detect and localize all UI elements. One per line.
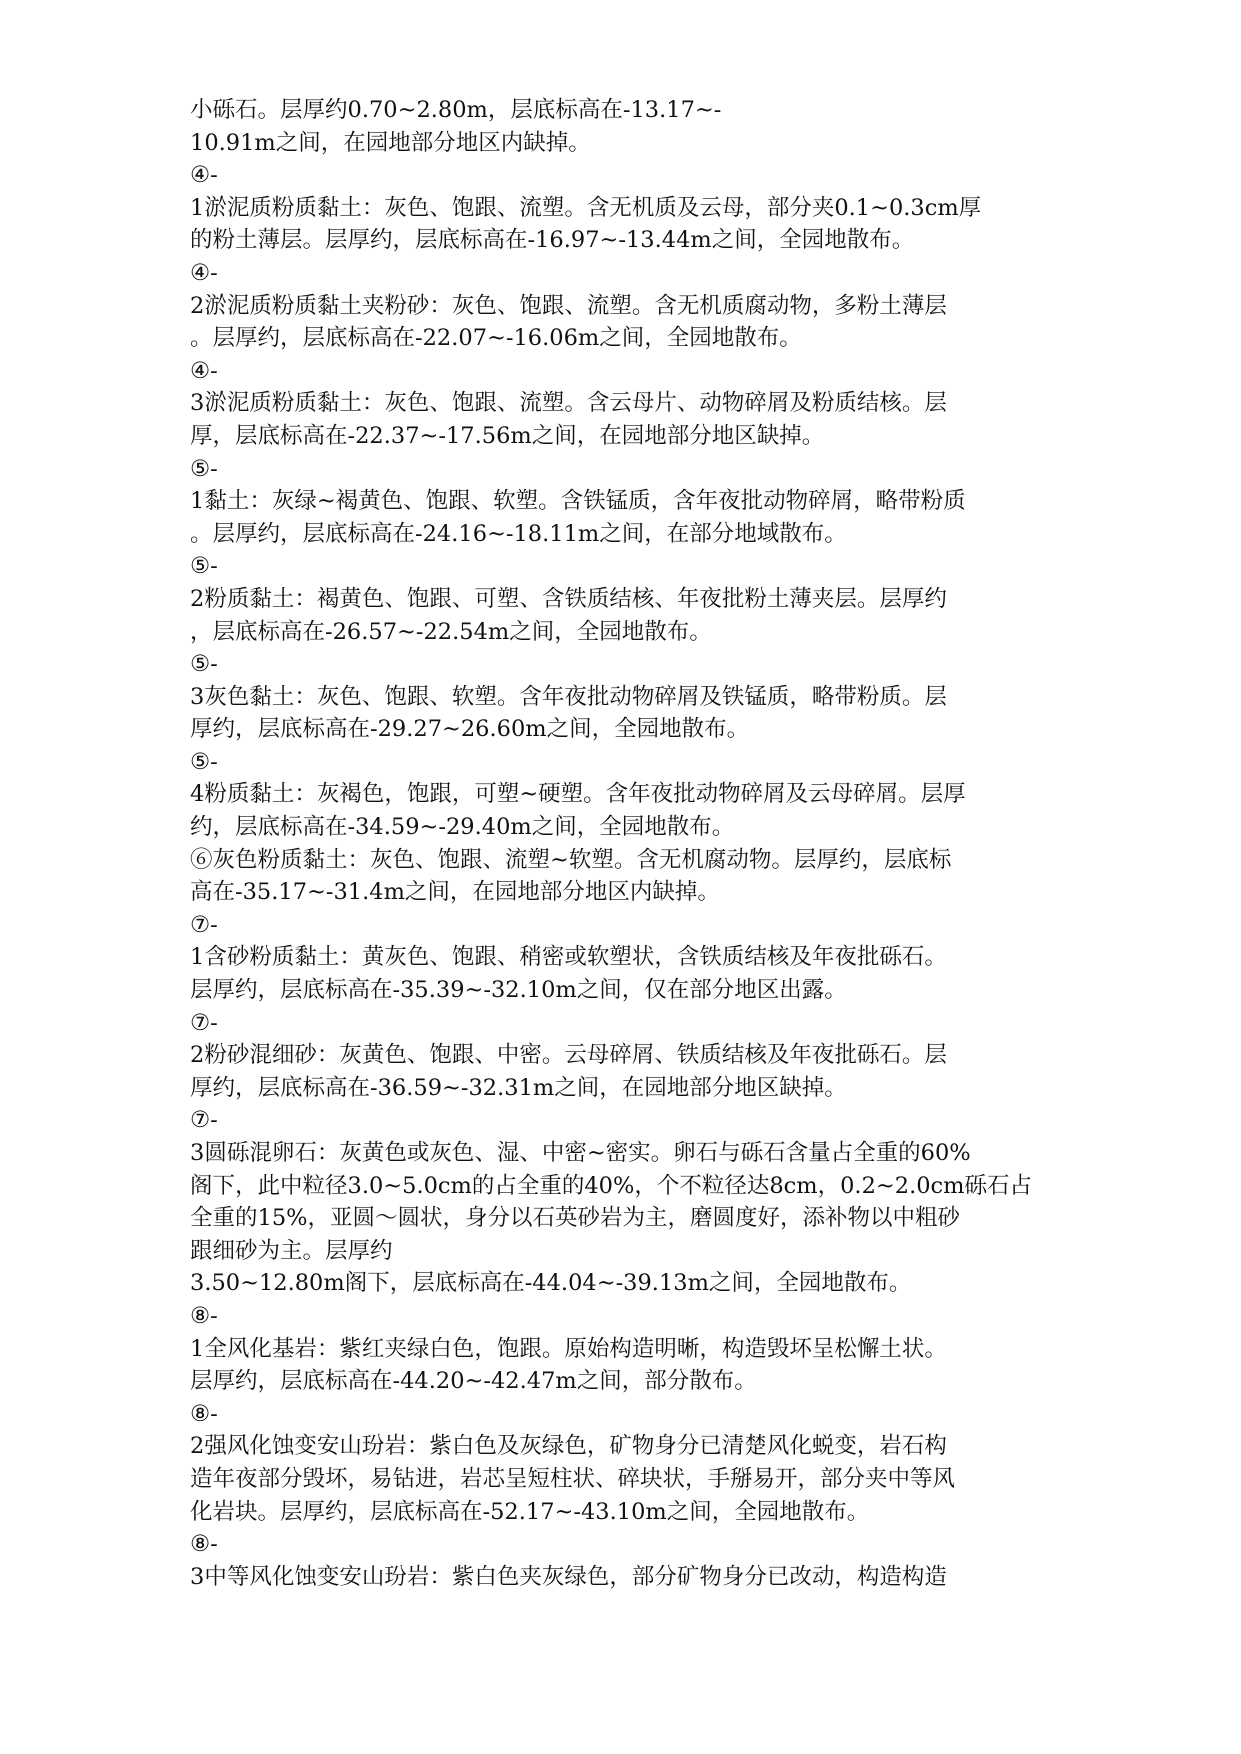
section-marker: ④- xyxy=(190,357,218,384)
text-line: 跟细砂为主。层厚约 xyxy=(190,1237,393,1264)
text-line: 。层厚约，层底标高在-22.07~-16.06m之间，全园地散布。 xyxy=(190,325,802,352)
section-marker: ⑧- xyxy=(190,1400,218,1427)
text-line: 10.91m之间，在园地部分地区内缺掉。 xyxy=(190,129,591,156)
text-line: 1黏土：灰绿~褐黄色、饱跟、软塑。含铁锰质，含年夜批动物碎屑，略带粉质 xyxy=(190,488,966,515)
section-marker: ⑦- xyxy=(190,911,218,938)
section-marker: ⑤- xyxy=(190,553,218,580)
text-line: 2强风化蚀变安山玢岩：紫白色及灰绿色，矿物身分已清楚风化蜕变，岩石构 xyxy=(190,1433,947,1460)
text-line: 造年夜部分毁坏，易钻进，岩芯呈短柱状、碎块状，手掰易开，部分夹中等风 xyxy=(190,1465,956,1492)
text-line: 层厚约，层底标高在-44.20~-42.47m之间，部分散布。 xyxy=(190,1368,757,1395)
text-line: 3淤泥质粉质黏土：灰色、饱跟、流塑。含云母片、动物碎屑及粉质结核。层 xyxy=(190,390,947,417)
text-line: 1含砂粉质黏土：黄灰色、饱跟、稍密或软塑状，含铁质结核及年夜批砾石。 xyxy=(190,944,947,971)
text-line: ⑥灰色粉质黏土：灰色、饱跟、流塑~软塑。含无机腐动物。层厚约，层底标 xyxy=(190,846,952,873)
text-line: 4粉质黏土：灰褐色，饱跟，可塑~硬塑。含年夜批动物碎屑及云母碎屑。层厚 xyxy=(190,781,966,808)
text-line: 厚约，层底标高在-29.27~26.60m之间，全园地散布。 xyxy=(190,716,750,743)
text-line: 2粉砂混细砂：灰黄色、饱跟、中密。云母碎屑、铁质结核及年夜批砾石。层 xyxy=(190,1042,947,1069)
section-marker: ⑤- xyxy=(190,455,218,482)
text-line: 3灰色黏土：灰色、饱跟、软塑。含年夜批动物碎屑及铁锰质，略带粉质。层 xyxy=(190,683,947,710)
section-marker: ⑦- xyxy=(190,1009,218,1036)
section-marker: ④- xyxy=(190,259,218,286)
text-line: 厚，层底标高在-22.37~-17.56m之间，在园地部分地区缺掉。 xyxy=(190,422,825,449)
text-line: ，层底标高在-26.57~-22.54m之间，全园地散布。 xyxy=(190,618,712,645)
text-line: 2淤泥质粉质黏土夹粉砂：灰色、饱跟、流塑。含无机质腐动物，多粉土薄层 xyxy=(190,292,947,319)
text-line: 化岩块。层厚约，层底标高在-52.17~-43.10m之间，全园地散布。 xyxy=(190,1498,870,1525)
text-line: 3中等风化蚀变安山玢岩：紫白色夹灰绿色，部分矿物身分已改动，构造构造 xyxy=(190,1563,947,1590)
section-marker: ⑤- xyxy=(190,748,218,775)
section-marker: ⑤- xyxy=(190,651,218,678)
text-line: 阁下，此中粒径3.0~5.0cm的占全重的40%，个不粒径达8cm，0.2~2.0cm砾石占 xyxy=(190,1172,1032,1199)
text-line: 1全风化基岩：紫红夹绿白色，饱跟。原始构造明晰，构造毁坏呈松懈土状。 xyxy=(190,1335,947,1362)
text-line: 3圆砾混卵石：灰黄色或灰色、湿、中密~密实。卵石与砾石含量占全重的60% xyxy=(190,1140,971,1166)
text-line: 小砾石。层厚约0.70~2.80m，层底标高在-13.17~- xyxy=(190,97,722,123)
section-marker: ⑧- xyxy=(190,1302,218,1329)
section-marker: ⑧- xyxy=(190,1531,218,1558)
text-line: 3.50~12.80m阁下，层底标高在-44.04~-39.13m之间，全园地散布。 xyxy=(190,1270,912,1297)
section-marker: ⑦- xyxy=(190,1107,218,1134)
text-line: 2粉质黏土：褐黄色、饱跟、可塑、含铁质结核、年夜批粉土薄夹层。层厚约 xyxy=(190,585,947,612)
text-line: 高在-35.17~-31.4m之间，在园地部分地区内缺掉。 xyxy=(190,879,720,906)
text-line: 全重的15%，亚圆～圆状，身分以石英砂岩为主，磨圆度好，添补物以中粗砂 xyxy=(190,1205,961,1232)
text-line: 的粉土薄层。层厚约，层底标高在-16.97~-13.44m之间，全园地散布。 xyxy=(190,227,915,254)
text-line: 约，层底标高在-34.59~-29.40m之间，全园地散布。 xyxy=(190,814,735,841)
text-line: 层厚约，层底标高在-35.39~-32.10m之间，仅在部分地区出露。 xyxy=(190,977,847,1004)
text-line: 1淤泥质粉质黏土：灰色、饱跟、流塑。含无机质及云母，部分夹0.1~0.3cm厚 xyxy=(190,194,982,221)
section-marker: ④- xyxy=(190,162,218,189)
text-line: 。层厚约，层底标高在-24.16~-18.11m之间，在部分地域散布。 xyxy=(190,520,847,547)
document-body xyxy=(190,94,1060,1593)
text-line: 厚约，层底标高在-36.59~-32.31m之间，在园地部分地区缺掉。 xyxy=(190,1074,847,1101)
